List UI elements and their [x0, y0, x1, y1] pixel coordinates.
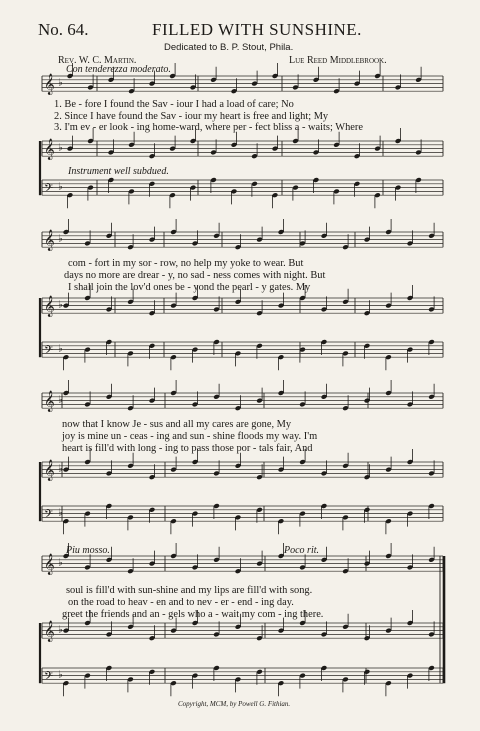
copyright-notice: Copyright, MCM, by Powell G. Fithian.	[178, 700, 291, 708]
lyric-line: com - fort in my sor - row, no help my yoke to wear. But	[68, 258, 304, 269]
treble-clef-icon: 𝄞	[44, 230, 55, 252]
treble-clef-icon: 𝄞	[44, 621, 55, 643]
bass-clef-icon: 𝄢	[44, 344, 54, 361]
flat-icon: ♭	[58, 394, 63, 406]
flat-icon: ♭	[58, 624, 63, 636]
lyric-line: days no more are drear - y, no sad - ness comes with night. But	[64, 270, 326, 281]
composer-credit: Lue Reed Middlebrook.	[289, 55, 387, 66]
bass-clef-icon: 𝄢	[44, 182, 54, 199]
lyric-line: 2. Since I have found the Sav - iour my heart is free and light; My	[54, 111, 329, 122]
lyric-line: on the road to heav - en and to nev - er - end - ing day.	[68, 597, 294, 608]
flat-icon: ♭	[58, 669, 63, 681]
flat-icon: ♭	[58, 233, 63, 245]
poco-rit-marking: Poco rit.	[284, 545, 319, 556]
bass-clef-icon: 𝄢	[44, 670, 54, 687]
lyric-line: I shall join the lov'd ones be - yond the pearl - y gates. My	[68, 282, 311, 293]
treble-clef-icon: 𝄞	[44, 460, 55, 482]
lyric-line: 1. Be - fore I found the Sav - iour I had a load of care; No	[54, 99, 294, 110]
flat-icon: ♭	[58, 299, 63, 311]
bass-clef-icon: 𝄢	[44, 508, 54, 525]
flat-icon: ♭	[58, 557, 63, 569]
treble-clef-icon: 𝄞	[44, 74, 55, 96]
hymn-number: No. 64.	[38, 20, 89, 39]
accompaniment-note: Instrument well subdued.	[68, 166, 169, 177]
flat-icon: ♭	[58, 343, 63, 355]
lyric-line: heart is fill'd with long - ing to pass those por - tals fair, And	[62, 443, 313, 454]
lyric-line: joy is mine un - ceas - ing and sun - shine floods my way. I'm	[62, 431, 318, 442]
treble-clef-icon: 𝄞	[44, 391, 55, 413]
flat-icon: ♭	[58, 77, 63, 89]
treble-clef-icon: 𝄞	[44, 554, 55, 576]
flat-icon: ♭	[58, 507, 63, 519]
flat-icon: ♭	[58, 142, 63, 154]
flat-icon: ♭	[58, 181, 63, 193]
flat-icon: ♭	[58, 463, 63, 475]
treble-clef-icon: 𝄞	[44, 139, 55, 161]
lyric-line: now that I know Je - sus and all my cares are gone, My	[62, 419, 292, 430]
lyric-line: 3. I'm ev - er look - ing home-ward, where per - fect bliss a - waits; Where	[54, 122, 363, 133]
author-credit: Rev. W. C. Martin.	[58, 55, 137, 66]
hymn-title: FILLED WITH SUNSHINE.	[152, 20, 362, 39]
treble-clef-icon: 𝄞	[44, 296, 55, 318]
dedication: Dedicated to B. P. Stout, Phila.	[164, 42, 294, 53]
lyric-line: greet the friends and an - gels who a - wait my com - ing there.	[62, 609, 324, 620]
piu-mosso-marking: Piu mosso.	[66, 545, 110, 556]
lyric-line: soul is fill'd with sun-shine and my lips are fill'd with song.	[66, 585, 313, 596]
tempo-marking: Con tenderezza moderato.	[66, 64, 171, 75]
